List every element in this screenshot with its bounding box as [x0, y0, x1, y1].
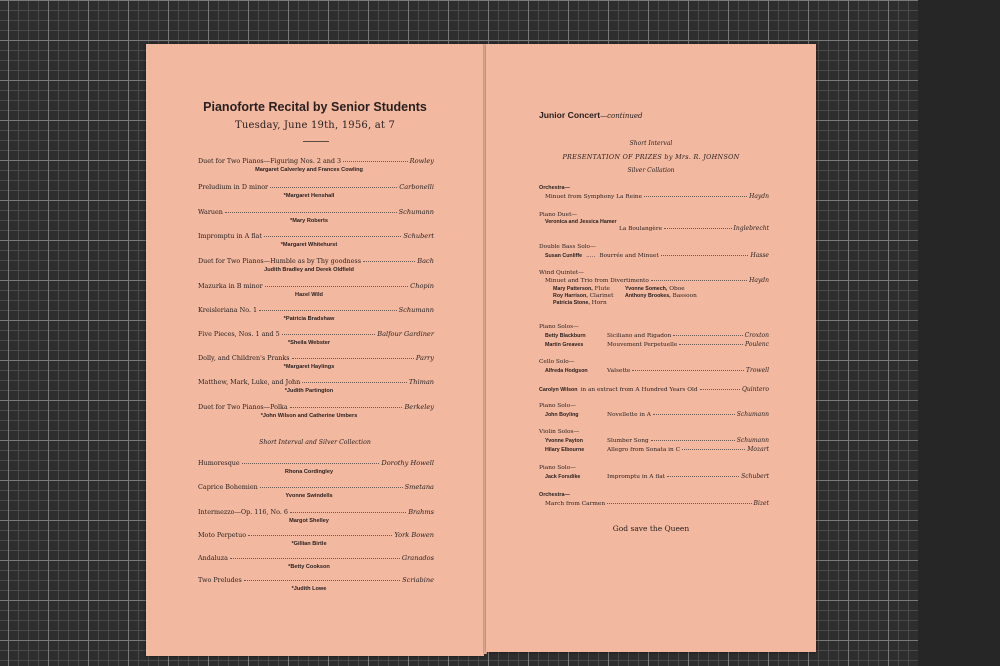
- dot-leader: [270, 187, 397, 188]
- composer: Parry: [415, 354, 434, 362]
- composer: Carbonelli: [399, 183, 434, 191]
- dot-leader: [225, 212, 397, 213]
- dot-leader: [230, 558, 400, 559]
- section-heading: Wind Quintet—: [539, 270, 584, 276]
- composer: Balfour Gardiner: [377, 330, 434, 338]
- quintet-row: [539, 293, 769, 299]
- recital-date: Tuesday, June 19th, 1956, at 7: [234, 120, 396, 131]
- section-heading: Cello Solo—: [539, 359, 575, 365]
- programme-entry: [198, 554, 434, 570]
- composer: York Bowen: [394, 531, 434, 539]
- programme-left-page: [146, 44, 484, 656]
- composer: Schumann: [398, 306, 434, 314]
- performer: Betty Blackburn: [545, 333, 586, 339]
- programme-entry: [198, 183, 434, 199]
- instrument: Flute: [594, 286, 610, 292]
- composer: Brahms: [408, 508, 434, 516]
- work-title: Dolly, and Children's Pranks: [198, 354, 290, 362]
- title-text: Junior Concert: [539, 110, 601, 120]
- recitation-item: [539, 384, 769, 393]
- section-heading: Piano Solos—: [539, 324, 579, 330]
- composer: Smetana: [404, 483, 434, 491]
- instrument: Oboe: [669, 286, 685, 292]
- work-title: Valsette: [607, 368, 631, 374]
- composer: Croxton: [744, 332, 769, 339]
- programme-entry: [198, 157, 434, 173]
- programme-entry: [198, 306, 434, 322]
- performer: Veronica and Jessica Hamer: [545, 219, 617, 225]
- work-title: Minuet from Symphony La Reine: [545, 194, 643, 200]
- work-title: Moto Perpetuo: [198, 531, 247, 539]
- composer: Schumann: [398, 208, 434, 216]
- section-heading: Piano Solo—: [539, 465, 576, 471]
- programme-entry: [198, 576, 434, 592]
- performer: *Judith Lowe: [291, 586, 327, 592]
- composer: Hasse: [750, 252, 769, 259]
- programme-entry: [198, 354, 434, 370]
- composer: Schumann: [736, 411, 769, 418]
- performer: Judith Bradley and Derek Oldfield: [264, 267, 354, 273]
- section-heading: Violin Solos—: [539, 429, 580, 435]
- composer: Quintero: [741, 386, 769, 393]
- work-title: Caprice Bohemien: [198, 483, 258, 491]
- work-title: Matthew, Mark, Luke, and John: [198, 378, 301, 386]
- dot-leader: [632, 370, 744, 371]
- recital-title: Pianoforte Recital by Senior Students: [203, 100, 427, 114]
- orchestra-item: [539, 492, 769, 507]
- composer: Bach: [417, 257, 434, 265]
- dot-leader: [290, 512, 406, 513]
- work-title: Humoresque: [198, 459, 240, 467]
- work-title: in an extract from A Hundred Years Old: [580, 387, 698, 393]
- dot-leader: [363, 261, 415, 262]
- silver-collation: Silver Collation: [627, 167, 675, 174]
- work-title: Bourrée and Minuet: [599, 253, 659, 259]
- work-title: Siciliano and Rigadon: [607, 333, 672, 339]
- work-title: Andaluza: [198, 554, 228, 562]
- dot-leader: [644, 196, 747, 197]
- performer: *Margaret Henshall: [283, 193, 335, 199]
- interval-note: Short Interval and Silver Collection: [259, 439, 371, 446]
- performer: Jack Forsdike: [545, 474, 581, 480]
- dot-leader: [265, 286, 409, 287]
- performer: *Patricia Bradshaw: [283, 316, 335, 322]
- separator-dots: .....: [586, 253, 596, 259]
- performer: Anthony Brookes,: [625, 293, 671, 299]
- closing-anthem: God save the Queen: [612, 524, 690, 533]
- performer: *Mary Roberts: [290, 218, 328, 224]
- performer: *John Wilson and Catherine Umbers: [260, 413, 358, 419]
- performer: *Gillian Birtle: [291, 541, 327, 547]
- dot-leader: [244, 580, 400, 581]
- violin-solos-item: [539, 429, 769, 453]
- work-title: La Boulangère: [619, 226, 663, 232]
- work-title: Allegro from Sonata in C: [607, 447, 681, 453]
- title-continued: —continued: [600, 112, 643, 120]
- title-rule: [303, 141, 329, 142]
- prize-presentation: PRESENTATION OF PRIZES by Mrs. R. JOHNSON: [562, 153, 740, 161]
- work-title: Duet for Two Pianos—Figuring Nos. 2 and 3: [198, 157, 342, 165]
- section-heading: Piano Solo—: [539, 403, 576, 409]
- composer: Granados: [401, 554, 434, 562]
- composer: Inglebrecht: [733, 225, 769, 232]
- dot-leader: [242, 463, 380, 464]
- programme-entry: [198, 282, 434, 298]
- dot-leader: [673, 335, 742, 336]
- performer: Hazel Wild: [295, 292, 323, 298]
- dot-leader: [290, 407, 403, 408]
- performer: Martin Greaves: [545, 342, 584, 348]
- dot-leader: [679, 344, 743, 345]
- mat-edge: [918, 0, 1000, 666]
- performer: Margaret Calverley and Frances Cowling: [255, 167, 363, 173]
- dot-leader: [651, 280, 747, 281]
- work-title: Impromptu in A flat: [198, 232, 262, 240]
- composer: Poulenc: [745, 341, 769, 348]
- quintet-row: [539, 286, 769, 292]
- orchestra-item: [539, 185, 769, 200]
- piano-solo-item: [539, 403, 769, 418]
- performer: Hilary Elbourne: [545, 447, 585, 453]
- piano-solo-item: [539, 465, 769, 480]
- composer: Schumann: [736, 437, 769, 444]
- composer: Rowley: [409, 157, 434, 165]
- programme-entry: [198, 531, 434, 547]
- instrument: Clarinet: [589, 293, 614, 299]
- work-title: Mazurka in B minor: [198, 282, 263, 290]
- section-heading: Orchestra—: [539, 185, 570, 191]
- composer: Thiman: [408, 378, 434, 386]
- dot-leader: [661, 255, 749, 256]
- composer: Berkeley: [404, 403, 434, 411]
- dot-leader: [260, 487, 403, 488]
- work-title: Kreisleriana No. 1: [198, 306, 258, 314]
- performer: *Margaret Haylings: [283, 364, 335, 370]
- performer: Patricia Stone,: [553, 300, 590, 306]
- composer: Chopin: [410, 282, 434, 290]
- work-title: Five Pieces, Nos. 1 and 5: [198, 330, 280, 338]
- programme-entry: [198, 403, 434, 419]
- composer: Scriabine: [402, 576, 434, 584]
- piano-solos-item: [539, 324, 769, 348]
- junior-concert-title: [539, 110, 642, 120]
- dot-leader: [664, 228, 732, 229]
- dot-leader: [282, 334, 375, 335]
- composer: Haydn: [749, 277, 769, 284]
- performer: Roy Harrison,: [553, 293, 588, 299]
- dot-leader: [651, 440, 735, 441]
- dot-leader: [607, 503, 751, 504]
- performer: Margot Shelley: [289, 518, 329, 524]
- work-title: Mouvement Perpetuelle: [607, 342, 678, 348]
- section-heading: Orchestra—: [539, 492, 570, 498]
- dot-leader: [682, 449, 745, 450]
- piano-duet-item: [539, 212, 769, 232]
- work-title: Novellette in A: [607, 412, 651, 418]
- work-title: Intermezzo—Op. 116, No. 6: [198, 508, 288, 516]
- dot-leader: [343, 161, 408, 162]
- performer: Rhona Cordingley: [284, 469, 334, 475]
- performer: *Sheila Webster: [287, 340, 331, 346]
- composer: Schubert: [403, 232, 434, 240]
- programme-entry: [198, 232, 434, 248]
- composer: Dorothy Howell: [381, 459, 434, 467]
- performer: *Margaret Whitehurst: [280, 242, 338, 248]
- dot-leader: [302, 382, 407, 383]
- performer: Alfreda Hodgson: [545, 368, 588, 374]
- quintet-row: [539, 300, 769, 306]
- composer: Trowell: [745, 367, 769, 374]
- instrument: Bassoon: [672, 293, 697, 299]
- cello-solo-item: [539, 359, 769, 374]
- dot-leader: [248, 535, 392, 536]
- composer: Bizet: [753, 500, 769, 507]
- work-title: March from Carmen: [545, 501, 606, 507]
- work-title: Waruen: [198, 208, 223, 216]
- programme-entry: [198, 208, 434, 224]
- composer: Mozart: [747, 446, 769, 453]
- wind-quintet-item: [539, 270, 769, 306]
- performer: Yvonne Swindells: [285, 493, 333, 499]
- dot-leader: [667, 476, 739, 477]
- double-bass-item: [539, 244, 769, 259]
- section-heading: Double Bass Solo—: [539, 244, 596, 250]
- work-title: Impromptu in A flat: [607, 474, 665, 480]
- performer: John Boyling: [545, 412, 579, 418]
- work-title: Slumber Song: [607, 438, 649, 444]
- section-heading: Piano Duet—: [539, 212, 578, 218]
- programme-entry: [198, 257, 434, 273]
- programme-entry: [198, 378, 434, 394]
- programme-entry: [198, 483, 434, 499]
- performer: Mary Patterson,: [553, 286, 593, 292]
- short-interval: Short Interval: [629, 140, 673, 147]
- performer: Carolyn Wilson: [539, 387, 578, 393]
- work-title: Preludium in D minor: [198, 183, 269, 191]
- dot-leader: [264, 236, 401, 237]
- composer: Haydn: [749, 193, 769, 200]
- work-title: Duet for Two Pianos—Humble as by Thy goodness: [198, 257, 361, 265]
- composer: Schubert: [741, 473, 769, 480]
- work-title: Two Preludes: [198, 576, 242, 584]
- programme-right-page: [486, 44, 816, 652]
- instrument: Horn: [591, 300, 607, 306]
- dot-leader: [259, 310, 397, 311]
- programme-entry: [198, 330, 434, 346]
- performer: *Betty Cookson: [288, 564, 330, 570]
- programme-entry: [198, 508, 434, 524]
- dot-leader: [653, 414, 735, 415]
- performer: Yvonne Somech,: [625, 286, 668, 292]
- dot-leader: [292, 358, 414, 359]
- dot-leader: [700, 389, 740, 390]
- work-title: Minuet and Trio from Divertimento: [545, 278, 649, 284]
- work-title: Duet for Two Pianos—Polka: [198, 403, 288, 411]
- performer: Yvonne Payton: [545, 438, 583, 444]
- performer: *Judith Partington: [284, 388, 334, 394]
- performer: Susan Cunliffe: [545, 253, 583, 259]
- programme-entry: [198, 459, 434, 475]
